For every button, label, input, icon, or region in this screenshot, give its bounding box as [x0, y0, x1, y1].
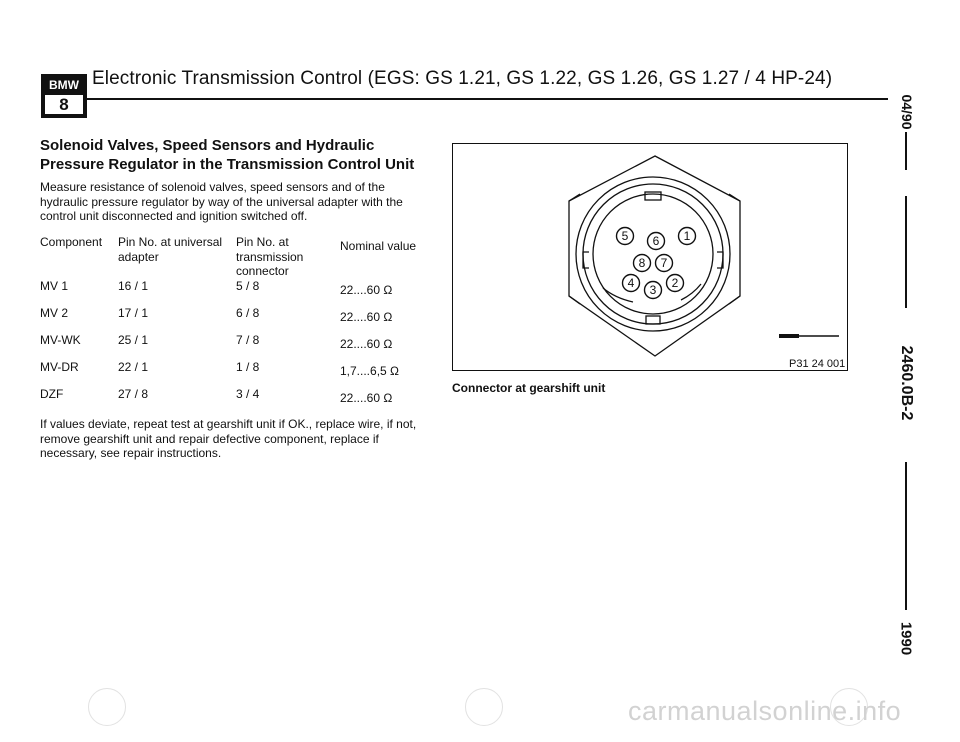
pin-7-label: 7: [660, 256, 668, 270]
cell-connector-pin: 1 / 8: [236, 359, 260, 374]
bmw-section-badge: [41, 74, 87, 118]
cell-adapter-pin: 25 / 1: [118, 332, 149, 347]
cell-connector-pin: 5 / 8: [236, 278, 260, 293]
deviation-note: If values deviate, repeat test at gearshift unit if OK., replace wire, if not, remove gearshift unit and repair defective component, replace if necessary, see repair instructions.: [40, 417, 417, 460]
connector-ring: [583, 184, 723, 324]
cell-component: MV 1: [40, 278, 69, 293]
connector-figure: [452, 143, 848, 371]
pin-5-label: 5: [621, 229, 629, 243]
hex-chamfer-line: [729, 296, 740, 304]
punch-hole: [465, 688, 503, 726]
pin-6-label: 6: [652, 234, 660, 248]
header-rule: [84, 98, 888, 100]
pin-3-label: 3: [649, 283, 657, 297]
table-header-row: [40, 235, 430, 279]
cell-component: MV-WK: [40, 332, 81, 347]
pin-2-label: 2: [671, 276, 679, 290]
cell-nominal-value: 22....60 Ω: [340, 282, 393, 297]
housing-arc: [681, 284, 701, 300]
hex-chamfer-line: [569, 194, 580, 201]
header-nominal-value: Nominal value: [340, 239, 417, 253]
sidebar-rule: [905, 196, 907, 308]
cell-nominal-value: 22....60 Ω: [340, 390, 393, 405]
key-notch-top: [645, 192, 661, 200]
table-row: [40, 333, 430, 360]
header-adapter-pin: Pin No. at universal adapter: [118, 235, 223, 264]
section-heading: Solenoid Valves, Speed Sensors and Hydraulic Pressure Regulator in the Transmission Control Unit: [40, 137, 415, 173]
figure-code: P31 24 001: [789, 358, 846, 370]
figure-caption: Connector at gearshift unit: [452, 381, 606, 395]
resistance-table: [40, 235, 430, 414]
page-title: Electronic Transmission Control (EGS: GS 1.21, GS 1.22, GS 1.26, GS 1.27 / 4 HP-24): [92, 68, 833, 89]
header-component: Component: [40, 235, 103, 249]
sidebar-year: 1990: [897, 621, 915, 656]
pin-4-label: 4: [627, 276, 635, 290]
cell-component: MV-DR: [40, 359, 79, 374]
punch-hole: [88, 688, 126, 726]
cell-connector-pin: 6 / 8: [236, 305, 260, 320]
hex-chamfer-line: [729, 194, 740, 201]
scale-bar: [779, 334, 799, 338]
pin-1-label: 1: [683, 229, 691, 243]
cell-connector-pin: 7 / 8: [236, 332, 260, 347]
table-row: [40, 360, 430, 387]
cell-adapter-pin: 22 / 1: [118, 359, 149, 374]
hex-nut-outline: [569, 156, 740, 356]
table-row: [40, 387, 430, 414]
cell-nominal-value: 22....60 Ω: [340, 336, 393, 351]
cell-adapter-pin: 16 / 1: [118, 278, 149, 293]
key-notch-bottom: [646, 316, 660, 324]
cell-nominal-value: 1,7....6,5 Ω: [340, 363, 400, 378]
table-row: [40, 306, 430, 333]
hex-chamfer-line: [569, 296, 580, 304]
connector-diagram: [453, 144, 847, 370]
cell-component: DZF: [40, 386, 64, 401]
badge-section-number: 8: [45, 95, 83, 114]
cell-connector-pin: 3 / 4: [236, 386, 260, 401]
cell-nominal-value: 22....60 Ω: [340, 309, 393, 324]
sidebar-doc-number: 2460.0B-2: [898, 345, 915, 421]
badge-brand: BMW: [49, 78, 79, 92]
cell-adapter-pin: 27 / 8: [118, 386, 149, 401]
watermark: carmanualsonline.info: [628, 696, 902, 726]
table-row: [40, 279, 430, 306]
sidebar-date: 04/90: [899, 94, 915, 130]
intro-paragraph: Measure resistance of solenoid valves, speed sensors and of the hydraulic pressure regulator by way of the universal adapter with the control unit disconnected and ignition switched off.: [40, 180, 403, 223]
cell-component: MV 2: [40, 305, 69, 320]
sidebar-rule: [905, 462, 907, 610]
pin-8-label: 8: [638, 256, 646, 270]
header-connector-pin: Pin No. at transmission connector: [236, 235, 304, 278]
housing-arc: [603, 288, 633, 302]
cell-adapter-pin: 17 / 1: [118, 305, 149, 320]
